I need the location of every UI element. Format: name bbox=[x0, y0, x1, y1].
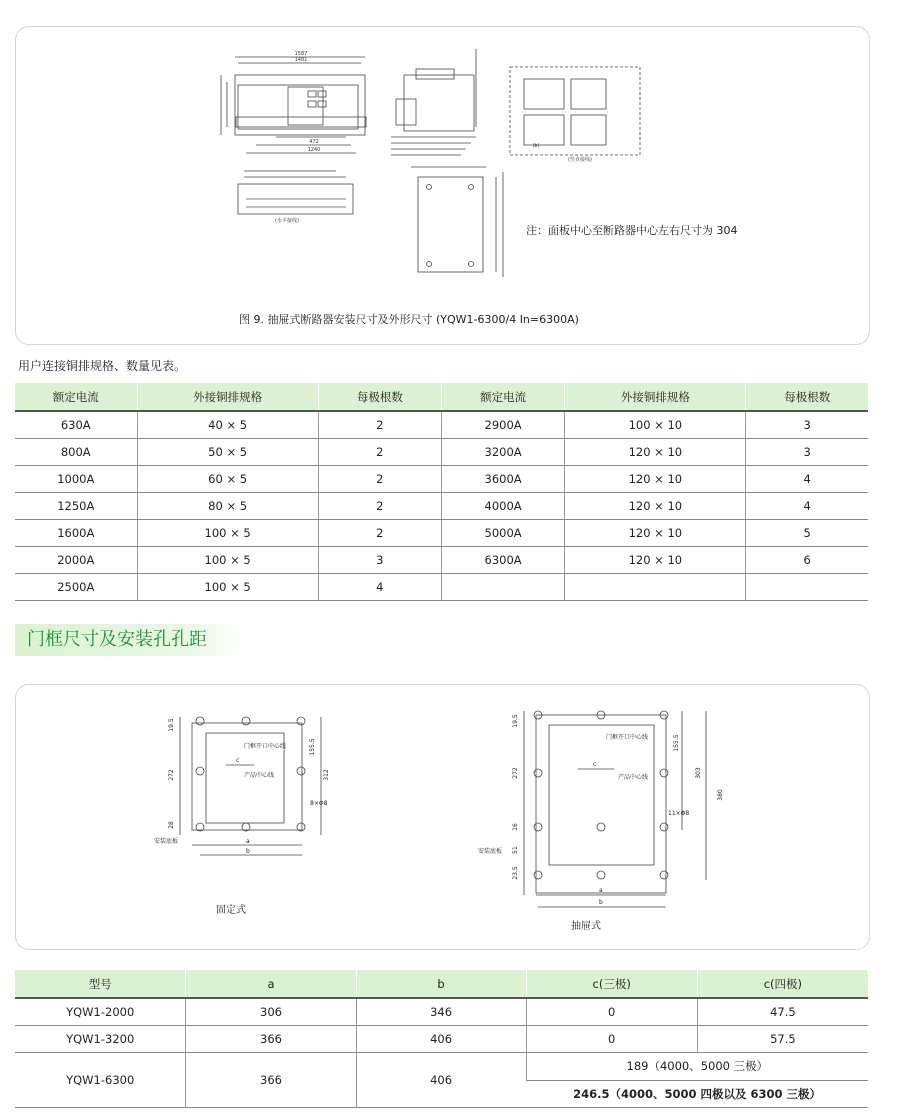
cell-per-pole-count: 3 bbox=[746, 439, 868, 466]
cell-rated-current: 1000A bbox=[15, 466, 137, 493]
svg-text:1240: 1240 bbox=[307, 147, 321, 153]
cell-a: 366 bbox=[186, 1053, 356, 1108]
cell-a: 366 bbox=[186, 1026, 356, 1053]
table-row bbox=[15, 998, 868, 1026]
cell-per-pole-count: 4 bbox=[746, 493, 868, 520]
cell-b: 406 bbox=[356, 1026, 526, 1053]
figure-panel-door-frame bbox=[15, 684, 870, 950]
cell-b: 406 bbox=[356, 1053, 526, 1108]
svg-text:1481: 1481 bbox=[294, 57, 308, 63]
drawout-a-label: a bbox=[599, 887, 603, 894]
cell-c3: 0 bbox=[526, 998, 697, 1026]
cell-busbar-spec: 120 × 10 bbox=[565, 439, 746, 466]
cell-busbar-spec: 120 × 10 bbox=[565, 493, 746, 520]
fixed-dim: 155.5 bbox=[309, 738, 316, 756]
figure-note: 注：面板中心至断路器中心左右尺寸为 304 bbox=[526, 224, 738, 237]
cell-busbar-spec: 100 × 5 bbox=[137, 520, 318, 547]
drawout-b-label: b bbox=[599, 899, 603, 906]
cell-model: YQW1-3200 bbox=[15, 1026, 186, 1053]
cell-per-pole-count: 2 bbox=[318, 439, 441, 466]
cell-rated-current: 2900A bbox=[441, 411, 564, 439]
cell-busbar-spec: 120 × 10 bbox=[565, 466, 746, 493]
cell-rated-current: 2500A bbox=[15, 574, 137, 601]
cell-c-line1: 189（4000、5000 三极） bbox=[526, 1053, 868, 1081]
fixed-holes-label: 8×Φ8 bbox=[310, 800, 328, 807]
fixed-dim: 28 bbox=[168, 821, 175, 829]
copper-busbar-table bbox=[15, 383, 868, 601]
table-row bbox=[15, 493, 868, 520]
svg-text:(b): (b) bbox=[532, 143, 540, 149]
drawout-base-plate-label: 安装底板 bbox=[478, 848, 503, 855]
cell-a: 306 bbox=[186, 998, 356, 1026]
technical-drawing bbox=[16, 27, 869, 344]
door-frame-drawing bbox=[16, 685, 869, 949]
model-dimension-table bbox=[15, 970, 868, 1108]
cell-per-pole-count: 6 bbox=[746, 547, 868, 574]
fixed-b-label: b bbox=[246, 848, 250, 855]
fixed-c-label: c bbox=[236, 757, 240, 764]
header-a: a bbox=[186, 970, 356, 998]
table-row bbox=[15, 1053, 868, 1081]
cell-per-pole-count: 3 bbox=[746, 411, 868, 439]
horizontal-connection-label: (水平接线) bbox=[275, 218, 299, 224]
cell-busbar-spec: 60 × 5 bbox=[137, 466, 318, 493]
cell-rated-current: 800A bbox=[15, 439, 137, 466]
cell-per-pole-count: 2 bbox=[318, 493, 441, 520]
cell-busbar-spec: 50 × 5 bbox=[137, 439, 318, 466]
drawout-type-caption: 抽屉式 bbox=[571, 921, 601, 932]
drawout-dim: 19.5 bbox=[512, 714, 519, 728]
fixed-door-center-label: 门框开口中心线 bbox=[244, 743, 287, 750]
drawout-dim: 51 bbox=[512, 846, 519, 854]
cell-per-pole-count: 2 bbox=[318, 520, 441, 547]
fixed-dim: 272 bbox=[168, 769, 175, 781]
svg-text:472: 472 bbox=[309, 139, 319, 145]
figure-caption: 图 9. 抽屉式断路器安装尺寸及外形尺寸 (YQW1-6300/4 In=6300A) bbox=[239, 313, 579, 326]
header-c-4pole: c(四极) bbox=[697, 970, 868, 998]
intro-text: 用户连接铜排规格、数量见表。 bbox=[18, 359, 187, 373]
header-c-3pole: c(三极) bbox=[526, 970, 697, 998]
fixed-product-center-label: 产品中心线 bbox=[244, 772, 275, 779]
cell-per-pole-count: 2 bbox=[318, 466, 441, 493]
cell-busbar-spec: 100 × 10 bbox=[565, 411, 746, 439]
cell-busbar-spec: 120 × 10 bbox=[565, 547, 746, 574]
cell-per-pole-count: 5 bbox=[746, 520, 868, 547]
fixed-a-label: a bbox=[246, 838, 250, 845]
header-busbar-spec: 外接铜排规格 bbox=[565, 383, 746, 411]
cell-per-pole-count: 4 bbox=[318, 574, 441, 601]
table-row bbox=[15, 574, 868, 601]
fixed-dim: 312 bbox=[323, 769, 330, 781]
cell-rated-current: 2000A bbox=[15, 547, 137, 574]
cell-busbar-spec bbox=[565, 574, 746, 601]
table-row bbox=[15, 439, 868, 466]
cell-busbar-spec: 120 × 10 bbox=[565, 520, 746, 547]
drawout-c-label: c bbox=[593, 761, 597, 768]
cell-per-pole-count: 3 bbox=[318, 547, 441, 574]
svg-text:(竖直接线): (竖直接线) bbox=[568, 157, 592, 163]
cell-busbar-spec: 100 × 5 bbox=[137, 574, 318, 601]
svg-text:1587: 1587 bbox=[294, 51, 308, 57]
cell-rated-current bbox=[441, 574, 564, 601]
drawout-dim: 380 bbox=[717, 789, 724, 801]
drawout-door-center-label: 门框开口中心线 bbox=[606, 734, 649, 741]
drawout-dim: 303 bbox=[695, 767, 702, 779]
cell-per-pole-count: 2 bbox=[318, 411, 441, 439]
fixed-base-plate-label: 安装底板 bbox=[154, 838, 179, 845]
table-row bbox=[15, 520, 868, 547]
drawout-dim: 16 bbox=[512, 823, 519, 831]
cell-rated-current: 1600A bbox=[15, 520, 137, 547]
cell-c4: 57.5 bbox=[697, 1026, 868, 1053]
table-row bbox=[15, 411, 868, 439]
table-row bbox=[15, 1026, 868, 1053]
cell-model: YQW1-2000 bbox=[15, 998, 186, 1026]
cell-rated-current: 3600A bbox=[441, 466, 564, 493]
cell-rated-current: 5000A bbox=[441, 520, 564, 547]
cell-busbar-spec: 80 × 5 bbox=[137, 493, 318, 520]
table-row bbox=[15, 466, 868, 493]
cell-b: 346 bbox=[356, 998, 526, 1026]
drawout-dim: 155.5 bbox=[673, 734, 680, 752]
cell-rated-current: 630A bbox=[15, 411, 137, 439]
fixed-dim: 19.5 bbox=[168, 718, 175, 732]
table-row bbox=[15, 547, 868, 574]
header-per-pole-count: 每极根数 bbox=[318, 383, 441, 411]
table-header-row bbox=[15, 383, 868, 411]
cell-rated-current: 4000A bbox=[441, 493, 564, 520]
drawout-product-center-label: 产品中心线 bbox=[618, 774, 649, 781]
cell-per-pole-count bbox=[746, 574, 868, 601]
cell-model: YQW1-6300 bbox=[15, 1053, 186, 1108]
header-per-pole-count: 每极根数 bbox=[746, 383, 868, 411]
drawout-dim: 272 bbox=[512, 767, 519, 779]
cell-c4: 47.5 bbox=[697, 998, 868, 1026]
cell-c3: 0 bbox=[526, 1026, 697, 1053]
drawout-holes-label: 11×Φ8 bbox=[668, 810, 690, 817]
cell-rated-current: 6300A bbox=[441, 547, 564, 574]
cell-rated-current: 3200A bbox=[441, 439, 564, 466]
header-busbar-spec: 外接铜排规格 bbox=[137, 383, 318, 411]
cell-busbar-spec: 100 × 5 bbox=[137, 547, 318, 574]
header-b: b bbox=[356, 970, 526, 998]
figure-panel-drawout-dimensions bbox=[15, 26, 870, 345]
fixed-type-caption: 固定式 bbox=[216, 905, 246, 916]
cell-c-line2: 246.5（4000、5000 四极以及 6300 三极） bbox=[526, 1080, 868, 1108]
section-title: 门框尺寸及安装孔孔距 bbox=[15, 624, 245, 656]
cell-busbar-spec: 40 × 5 bbox=[137, 411, 318, 439]
drawout-dim: 23.5 bbox=[512, 866, 519, 880]
header-model: 型号 bbox=[15, 970, 186, 998]
cell-per-pole-count: 4 bbox=[746, 466, 868, 493]
header-rated-current: 额定电流 bbox=[441, 383, 564, 411]
cell-rated-current: 1250A bbox=[15, 493, 137, 520]
table-header-row bbox=[15, 970, 868, 998]
header-rated-current: 额定电流 bbox=[15, 383, 137, 411]
